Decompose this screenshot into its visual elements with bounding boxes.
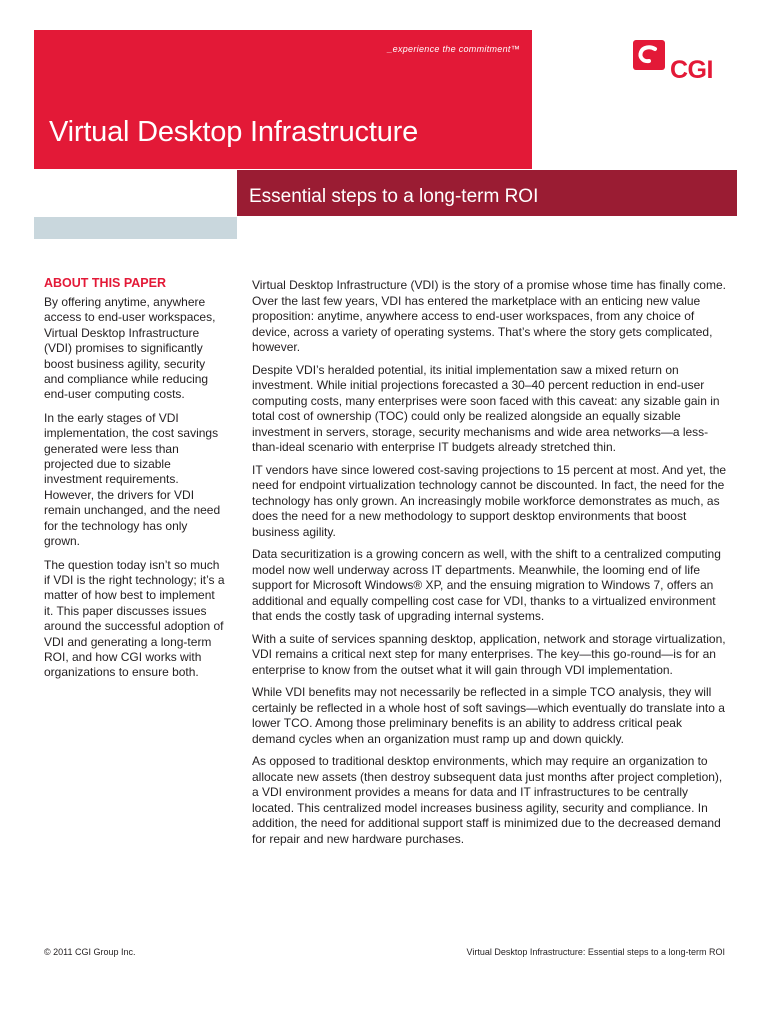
- sidebar-heading: ABOUT THIS PAPER: [44, 276, 166, 290]
- about-sidebar: [44, 276, 226, 689]
- logo-text: CGI: [670, 56, 713, 84]
- footer-running-title: Virtual Desktop Infrastructure: Essential steps to a long-term ROI: [466, 947, 725, 957]
- title-banner: [34, 30, 532, 169]
- body-paragraph: As opposed to traditional desktop environments, which may require an organization to allocate new assets (then destroy subsequent data just months after project completion), a VDI environment provides a means for data and IT infrastructures to be centrally located. This centralized model increases business agility, security and compliance. In addition, the need for additional support staff is minimized due to the decreased demand for repair and new hardware purchases.: [252, 754, 723, 846]
- subtitle-banner: [237, 170, 737, 216]
- sidebar-paragraph: By offering anytime, anywhere access to end-user workspaces, Virtual Desktop Infrastructure (VDI) promises to significantly boost business agility, security and compliance while reducing end-user computing costs.: [44, 295, 216, 402]
- sidebar-paragraph: The question today isn’t so much if VDI is the right technology; it’s a matter of how best to implement it. This paper discusses issues around the successful adoption of VDI and generating a long-term ROI, and how CGI works with organizations to ensure both.: [44, 557, 225, 680]
- body-paragraph: Data securitization is a growing concern as well, with the shift to a centralized computing model now well underway across IT departments. Meanwhile, the looming end of life support for Microsoft Windows® XP, and the ensuing migration to Windows 7, offers an additional and equally compelling cost case for VDI, thanks to a virtualized environment that ends the costly task of upgrading internal systems.: [252, 547, 721, 623]
- body-paragraph: Despite VDI’s heralded potential, its initial implementation saw a mixed return on investment. While initial projections forecasted a 30–40 percent reduction in end-user computing costs, many enterprises were soon faced with this caveat: any sizable gain in total cost of ownership (TOC) could only be realized alongside an equally sizable investment in servers, storage, security mechanisms and wide area networks—a less-than-ideal scenario with enterprise IT budgets already stretched thin.: [252, 362, 720, 454]
- tagline: _experience the commitment™: [387, 44, 520, 54]
- body-paragraph: With a suite of services spanning desktop, application, network and storage virtualization, VDI remains a critical next step for many enterprises. The key—this go-round—is for an enterprise to know from the outset what it will gain through VDI implementation.: [252, 631, 726, 677]
- body-paragraph: While VDI benefits may not necessarily be reflected in a simple TCO analysis, they will certainly be reflected in a whole host of soft savings—which eventually do translate into a lower TCO. Among those preliminary benefits is an ability to address critical peak demand cycles when an organization must ramp up and down quickly.: [252, 685, 725, 746]
- body-paragraph: IT vendors have since lowered cost-saving projections to 15 percent at most. And yet, the need for endpoint virtualization technology cannot be discounted. In fact, the need for the technology has only grown. An increasingly mobile workforce demonstrates as much, as does the need for a new methodology to support desktop environments that boost business agility.: [252, 462, 727, 539]
- sidebar-paragraph: In the early stages of VDI implementation, the cost savings generated were less than projected due to sizable investment requirements. However, the drivers for VDI remain unchanged, and the need for the technology has only grown.: [44, 410, 221, 549]
- footer-copyright: © 2011 CGI Group Inc.: [44, 947, 136, 957]
- page-subtitle: Essential steps to a long-term ROI: [249, 186, 539, 207]
- body-paragraph: Virtual Desktop Infrastructure (VDI) is the story of a promise whose time has finally come. Over the last few years, VDI has entered the marketplace with an enticing new value proposition: anytime, anywhere access to end-user workspaces, from any choice of device, across a variety of operating systems. That’s where the story gets complicated, however.: [252, 278, 726, 354]
- decorative-bar: [34, 217, 237, 239]
- main-body: [252, 278, 728, 854]
- page-title: Virtual Desktop Infrastructure: [49, 116, 419, 148]
